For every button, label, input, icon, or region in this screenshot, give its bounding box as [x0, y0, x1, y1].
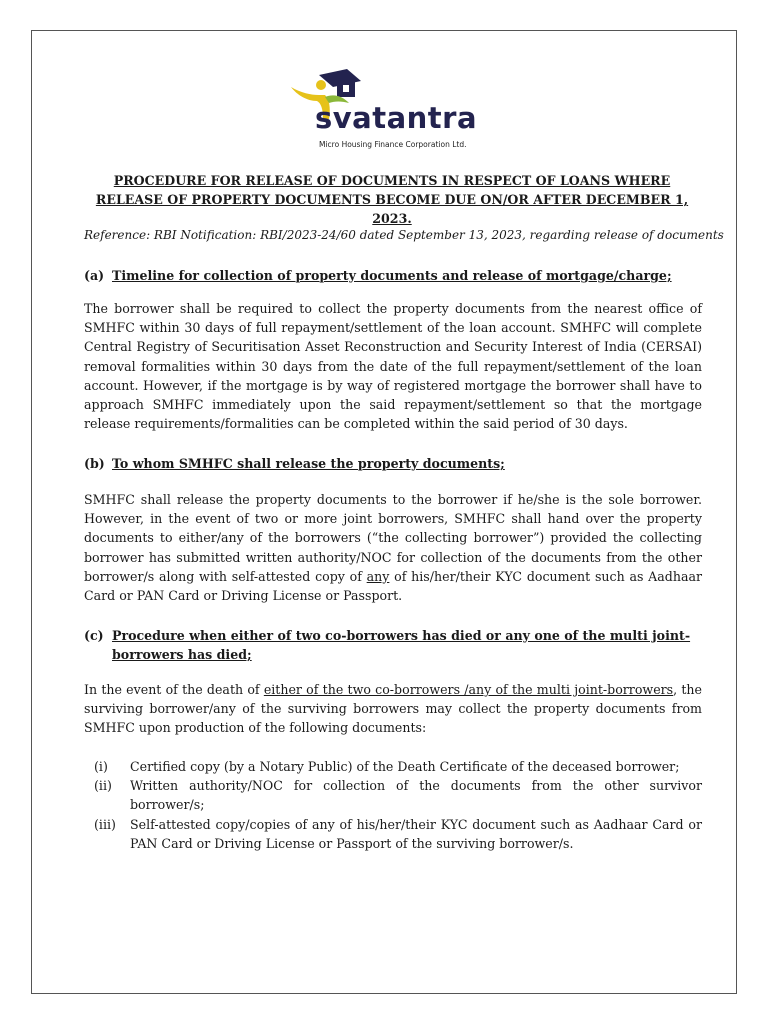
section-c-paragraph [84, 680, 702, 738]
section-c-text-underlined: either of the two co-borrowers /any of the multi joint-borrowers [263, 682, 674, 697]
section-c-title: Procedure when either of two co-borrowers has died or any one of the multi joint-borrowers has died; [112, 628, 691, 662]
reference-line: Reference: RBI Notification: RBI/2023-24/60 dated September 13, 2023, regarding release of documents [84, 228, 724, 242]
section-c-text-pre: In the event of the death of [84, 682, 264, 697]
section-a-title: Timeline for collection of property documents and release of mortgage/charge; [112, 268, 672, 283]
section-a-paragraph: The borrower shall be required to collect the property documents from the nearest office of SMHFC within 30 days of full repayment/settlement of the loan account. SMHFC will complete Central Registry of Securitisation Asset Reconstruction and Security Interest of India (CERSAI) removal formalities within 30 days from the date of the full repayment/settlement of the loan account. However, if the mortgage is by way of registered mortgage the borrower shall have to approach SMHFC immediately upon the said repayment/settlement so that the mortgage release requirements/formalities can be completed within the said period of 30 days. [84, 301, 702, 432]
section-b-title: To whom SMHFC shall release the property documents; [112, 456, 505, 471]
list-item-number: (iii) [94, 817, 116, 832]
document-title: PROCEDURE FOR RELEASE OF DOCUMENTS IN RESPECT OF LOANS WHERE RELEASE OF PROPERTY DOCUMENTS BECOME DUE ON/OR AFTER DECEMBER 1, 2023. [95, 173, 689, 226]
document-page [31, 30, 737, 994]
list-item-text: Certified copy (by a Notary Public) of the Death Certificate of the deceased borrower; [130, 759, 680, 774]
list-item-number: (i) [94, 759, 108, 774]
section-b-paragraph [84, 490, 702, 605]
list-item-text: Self-attested copy/copies of any of his/her/their KYC document such as Aadhaar Card or PAN Card or Driving License or Passport of the surviving borrower/s. [130, 817, 702, 852]
section-c-label: (c) [84, 628, 104, 643]
section-b-text-post: of his/her/their KYC document such as Aadhaar Card or PAN Card or Driving License or Passport. [84, 568, 702, 604]
logo-brand-text: svatantra [315, 101, 478, 135]
svatantra-logo [289, 67, 509, 159]
section-b-label: (b) [84, 456, 105, 471]
logo-tagline: Micro Housing Finance Corporation Ltd. [319, 140, 467, 149]
list-item-text: Written authority/NOC for collection of the documents from the other survivor borrower/s; [130, 778, 702, 813]
list-item-number: (ii) [94, 778, 112, 793]
section-c-text-post: , the surviving borrower/any of the surviving borrowers may collect the property documents from SMHFC upon production of the following documents: [84, 682, 702, 736]
section-a-label: (a) [84, 268, 105, 283]
section-b-text-pre: SMHFC shall release the property documents to the borrower if he/she is the sole borrower. However, in the event of two or more joint borrowers, SMHFC shall hand over the property documents to either/any of the borrowers (“the collecting borrower”) provided the collecting borrower has submitted written authority/NOC for collection of the documents from the other borrower/s along with self-attested copy of [84, 492, 702, 584]
section-b-text-underlined: any [366, 568, 390, 584]
